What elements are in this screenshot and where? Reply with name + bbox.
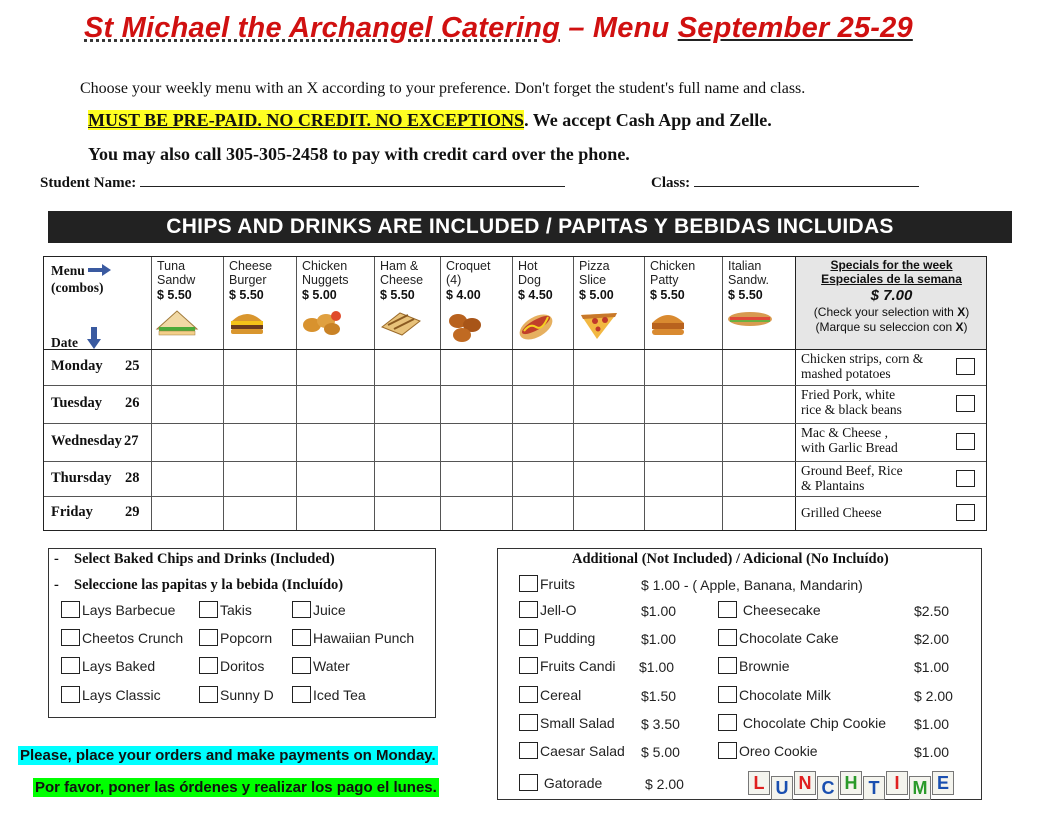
chips-heading-es-text: Seleccione las papitas y la bebida (Incluído): [74, 577, 344, 593]
option-checkbox[interactable]: [718, 629, 737, 646]
menu-label: [51, 262, 112, 296]
student-name-field[interactable]: [40, 174, 565, 192]
option-label: Gatorade: [540, 775, 603, 791]
day-name: Tuesday: [51, 395, 103, 411]
option-label: Chocolate Cake: [739, 630, 839, 646]
day-label: [51, 469, 140, 487]
additional-option[interactable]: [519, 686, 581, 703]
option-label: Fruits Candi: [540, 658, 616, 674]
specials-title-es: Especiales de la semana: [821, 272, 962, 286]
option-label: Jell-O: [540, 602, 577, 618]
option-label: Cereal: [540, 687, 582, 703]
special-dish: Chicken strips, corn & mashed potatoes: [801, 351, 924, 381]
additional-price: $1.00: [914, 744, 950, 760]
additional-price: $ 5.00: [641, 744, 680, 760]
additional-option[interactable]: [519, 629, 595, 646]
chips-heading-en-text: Select Baked Chips and Drinks (Included): [74, 551, 335, 567]
title-dates: September 25-29: [677, 12, 913, 44]
logo-letter-tile: I: [886, 771, 908, 795]
menu-item-name: Hot Dog: [518, 259, 541, 287]
title-caterer: St Michael the Archangel Catering: [84, 12, 561, 44]
logo-letter-tile: T: [863, 776, 885, 800]
menu-label-text: Menu: [51, 263, 85, 278]
option-label: Cheetos Crunch: [82, 630, 184, 646]
day-number: 27: [124, 433, 139, 449]
special-checkbox[interactable]: [956, 433, 975, 450]
option-label: Sunny D: [220, 687, 274, 703]
additional-option[interactable]: [519, 601, 577, 618]
menu-item-name: Cheese Burger: [229, 259, 273, 287]
additional-heading: Additional (Not Included) / Adicional (No Incluído): [572, 551, 889, 567]
special-checkbox[interactable]: [956, 470, 975, 487]
phone-payment-text: You may also call 305-305-2458 to pay with credit card over the phone.: [88, 144, 630, 164]
special-dish: Fried Pork, white rice & black beans: [801, 387, 902, 417]
day-name: Wednesday: [51, 433, 122, 449]
option-checkbox[interactable]: [199, 686, 218, 703]
special-checkbox[interactable]: [956, 504, 975, 521]
option-checkbox[interactable]: [199, 657, 218, 674]
hotdog-icon: [516, 307, 556, 346]
menu-item-price: $ 4.50: [518, 288, 553, 302]
chips-drink-option[interactable]: [61, 629, 183, 646]
student-name-label: Student Name:: [40, 175, 137, 191]
day-name: Friday: [51, 504, 93, 520]
page-title: [84, 12, 913, 45]
option-checkbox[interactable]: [718, 657, 737, 674]
option-checkbox[interactable]: [718, 686, 737, 703]
option-checkbox[interactable]: [61, 657, 80, 674]
additional-price: $1.50: [641, 688, 677, 704]
additional-price: $1.00: [641, 603, 677, 619]
chips-drink-option[interactable]: [61, 657, 155, 674]
logo-letter-tile: N: [794, 771, 816, 795]
payment-methods: . We accept Cash App and Zelle.: [524, 110, 772, 130]
option-label: Water: [313, 658, 350, 674]
menu-grid: [43, 256, 987, 531]
day-number: 26: [125, 395, 140, 411]
arrow-right-icon: [88, 264, 112, 276]
special-dish: Grilled Cheese: [801, 505, 882, 520]
option-checkbox[interactable]: [519, 575, 538, 592]
option-checkbox[interactable]: [199, 629, 218, 646]
prepaid-notice: [88, 110, 772, 131]
prepaid-highlight: MUST BE PRE-PAID. NO CREDIT. NO EXCEPTIONS: [88, 110, 525, 130]
menu-item-price: $ 5.00: [302, 288, 337, 302]
option-label: Iced Tea: [313, 687, 366, 703]
date-label-text: Date: [51, 335, 78, 350]
special-checkbox[interactable]: [956, 395, 975, 412]
option-checkbox[interactable]: [292, 657, 311, 674]
class-line[interactable]: [694, 174, 919, 187]
additional-price: $1.00: [914, 716, 950, 732]
specials-price: $ 7.00: [870, 287, 913, 304]
specials-title-en: Specials for the week: [830, 258, 953, 272]
day-name: Monday: [51, 358, 103, 374]
option-checkbox[interactable]: [292, 686, 311, 703]
sandwich-icon: [155, 307, 199, 342]
additional-price: $1.00: [641, 631, 677, 647]
chips-drink-option[interactable]: [199, 657, 264, 674]
logo-letter-tile: U: [771, 776, 793, 800]
chips-drink-option[interactable]: [292, 657, 350, 674]
panini-icon: [378, 307, 424, 342]
option-checkbox[interactable]: [199, 601, 218, 618]
included-banner: CHIPS AND DRINKS ARE INCLUDED / PAPITAS Y BEBIDAS INCLUIDAS: [48, 211, 1012, 243]
date-label: [51, 327, 101, 351]
day-number: 29: [125, 504, 140, 520]
chips-drink-option[interactable]: [199, 629, 272, 646]
option-label: Lays Classic: [82, 687, 161, 703]
option-label: Fruits: [540, 576, 575, 592]
option-checkbox[interactable]: [292, 601, 311, 618]
menu-item-name: Croquet (4): [446, 259, 491, 287]
additional-option[interactable]: [519, 742, 625, 759]
burger-icon: [227, 307, 267, 342]
day-number: 25: [125, 358, 140, 374]
menu-item-name: Chicken Patty: [650, 259, 696, 287]
option-checkbox[interactable]: [718, 714, 737, 731]
additional-option[interactable]: [718, 742, 818, 759]
specials-note-en: (Check your selection with X): [813, 305, 970, 319]
special-dish: Ground Beef, Rice & Plantains: [801, 463, 903, 493]
additional-price: $ 3.50: [641, 716, 680, 732]
chips-drink-option[interactable]: [61, 686, 161, 703]
menu-item-price: $ 5.50: [157, 288, 192, 302]
option-label: Hawaiian Punch: [313, 630, 415, 646]
specials-note-es-x: X: [955, 320, 964, 334]
order-note-en: Please, place your orders and make payments on Monday.: [20, 747, 436, 764]
option-checkbox[interactable]: [519, 774, 538, 791]
class-label: Class:: [651, 175, 691, 191]
additional-option[interactable]: [519, 657, 615, 674]
option-label: Takis: [220, 602, 252, 618]
menu-item-price: $ 4.00: [446, 288, 481, 302]
chips-drink-option[interactable]: [292, 686, 366, 703]
menu-item-price: $ 5.50: [380, 288, 415, 302]
menu-item-price: $ 5.00: [579, 288, 614, 302]
option-checkbox[interactable]: [718, 601, 737, 618]
special-checkbox[interactable]: [956, 358, 975, 375]
dash: -: [54, 577, 59, 593]
option-label: Lays Baked: [82, 658, 156, 674]
option-label: Chocolate Chip Cookie: [739, 715, 887, 731]
arrow-down-icon: [87, 327, 101, 349]
additional-box: [497, 548, 982, 800]
additional-price: $ 1.00 - ( Apple, Banana, Mandarin): [641, 577, 863, 593]
chips-drink-option[interactable]: [61, 601, 175, 618]
option-checkbox[interactable]: [61, 601, 80, 618]
specials-header: [796, 258, 987, 335]
option-checkbox[interactable]: [718, 742, 737, 759]
logo-letter-tile: C: [817, 776, 839, 800]
dash: -: [54, 551, 59, 567]
option-label: Juice: [313, 602, 346, 618]
day-label: [51, 433, 139, 450]
menu-item-name: Tuna Sandw: [157, 259, 196, 287]
croquette-icon: [444, 307, 484, 352]
additional-option[interactable]: [718, 629, 839, 646]
menu-item-name: Pizza Slice: [579, 259, 610, 287]
chips-drink-option[interactable]: [292, 601, 346, 618]
additional-price: $1.00: [639, 659, 675, 675]
logo-letter-tile: M: [909, 776, 931, 800]
option-label: Oreo Cookie: [739, 743, 818, 759]
special-dish: Mac & Cheese , with Garlic Bread: [801, 425, 898, 455]
option-label: Small Salad: [540, 715, 615, 731]
combos-label: (combos): [51, 280, 104, 295]
chips-heading-en: [54, 551, 335, 568]
nuggets-icon: [300, 307, 344, 342]
additional-price: $ 2.00: [645, 776, 684, 792]
class-field[interactable]: [651, 174, 919, 192]
specials-note-es-text: (Marque su seleccion con: [815, 320, 956, 334]
instructions-text: Choose your weekly menu with an X according to your preference. Don't forget the student's full name and class.: [80, 80, 806, 97]
lunchtime-logo: [748, 771, 955, 801]
order-note-es: Por favor, poner las órdenes y realizar los pago el lunes.: [35, 779, 437, 796]
student-name-line[interactable]: [140, 174, 565, 187]
option-checkbox[interactable]: [519, 714, 538, 731]
menu-item-price: $ 5.50: [728, 288, 763, 302]
chicken-patty-icon: [648, 307, 688, 346]
day-name: Thursday: [51, 469, 112, 486]
additional-option[interactable]: [718, 714, 886, 731]
additional-option[interactable]: [718, 601, 821, 618]
additional-option[interactable]: [519, 774, 602, 791]
chips-heading-es: [54, 577, 344, 594]
sub-icon: [726, 307, 774, 336]
additional-option[interactable]: [519, 714, 615, 731]
chips-drink-option[interactable]: [292, 629, 414, 646]
option-checkbox[interactable]: [61, 686, 80, 703]
menu-item-name: Italian Sandw.: [728, 259, 770, 287]
option-label: Chocolate Milk: [739, 687, 831, 703]
menu-item-name: Ham & Cheese: [380, 259, 424, 287]
chips-drinks-box: [48, 548, 436, 718]
option-label: Popcorn: [220, 630, 273, 646]
day-number: 28: [125, 469, 140, 486]
specials-note-en-text: (Check your selection with: [813, 305, 958, 319]
option-label: Brownie: [739, 658, 790, 674]
option-checkbox[interactable]: [519, 601, 538, 618]
day-label: [51, 504, 140, 521]
specials-note-es: (Marque su seleccion con X): [815, 320, 968, 334]
option-checkbox[interactable]: [292, 629, 311, 646]
day-label: [51, 358, 140, 375]
specials-note-x: X: [957, 305, 966, 319]
additional-price: $1.00: [914, 659, 950, 675]
option-label: Cheesecake: [739, 602, 821, 618]
title-separator: – Menu: [560, 12, 678, 44]
option-checkbox[interactable]: [61, 629, 80, 646]
additional-option[interactable]: [718, 657, 790, 674]
chips-drink-option[interactable]: [199, 686, 274, 703]
option-checkbox[interactable]: [519, 686, 538, 703]
option-label: Lays Barbecue: [82, 602, 176, 618]
additional-price: $2.50: [914, 603, 950, 619]
additional-price: $2.00: [914, 631, 950, 647]
option-label: Caesar Salad: [540, 743, 625, 759]
pizza-icon: [577, 307, 621, 346]
chips-drink-option[interactable]: [199, 601, 252, 618]
menu-item-price: $ 5.50: [229, 288, 264, 302]
day-label: [51, 395, 140, 412]
logo-letter-tile: H: [840, 771, 862, 795]
additional-price: $ 2.00: [914, 688, 953, 704]
option-label: Doritos: [220, 658, 265, 674]
logo-letter-tile: L: [748, 771, 770, 795]
option-label: Pudding: [540, 630, 596, 646]
additional-option[interactable]: [519, 575, 575, 592]
additional-option[interactable]: [718, 686, 831, 703]
option-checkbox[interactable]: [519, 742, 538, 759]
option-checkbox[interactable]: [519, 657, 538, 674]
menu-item-price: $ 5.50: [650, 288, 685, 302]
option-checkbox[interactable]: [519, 629, 538, 646]
logo-letter-tile: E: [932, 771, 954, 795]
menu-item-name: Chicken Nuggets: [302, 259, 349, 287]
